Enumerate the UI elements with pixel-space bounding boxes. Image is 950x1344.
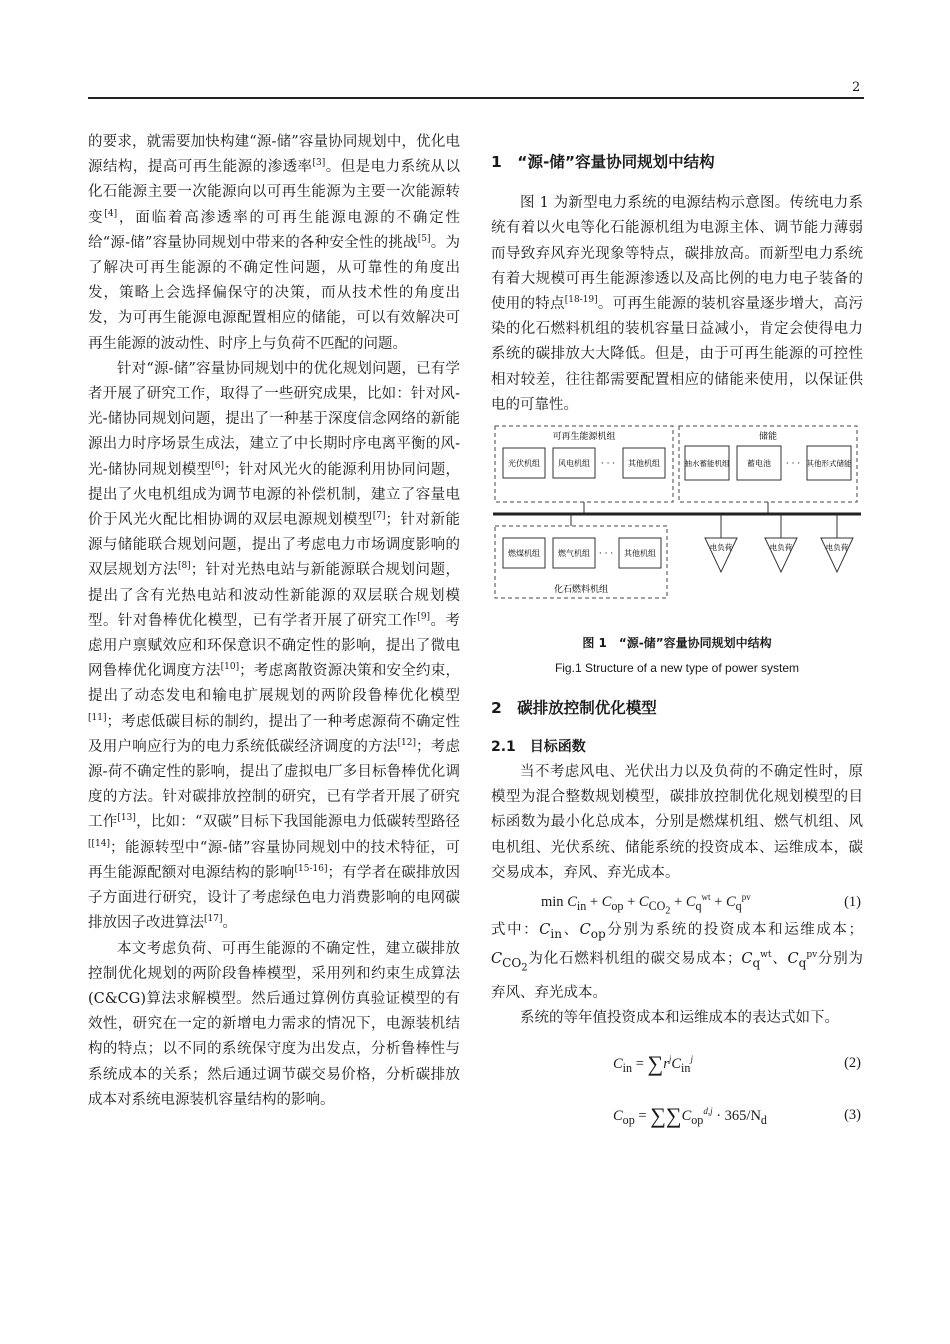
pumped-storage-label: 抽水蓄能机组 — [684, 459, 730, 469]
paragraph-intro-continued: 的要求，就需要加快构建“源-储”容量协同规划中，优化电源结构，提高可再生能源的渗透率[3]。但是电力系统从以化石能源主要一次能源向以可再生能源为主要一次能源转变[4]，面临着高渗透率的可再生能源电源的不确定性给“源-储”容量协同规划中带来的各种安全性的挑战[5]。为了解决可再生能源的不确定性问题，从可靠性的角度出发，策略上会选择偏保守的决策，而从技术性的角度出发，为可再生能源电源配置相应的储能，可以有效解决可再生能源的波动性、时序上与负荷不匹配的问题。 — [88, 134, 461, 352]
citation[interactable]: [[14] — [88, 838, 110, 849]
figure-1-diagram — [491, 422, 863, 622]
citation[interactable]: [13] — [117, 813, 136, 824]
ellipsis: · · · — [785, 459, 801, 470]
right-column — [491, 150, 863, 1145]
paragraph-objective: 当不考虑风电、光伏出力以及负荷的不确定性时，原模型为混合整数规划模型，碳排放控制优化规划模型的目标函数为最小化总成本，分别是燃煤机组、燃气机组、风电机组、光伏系统、储能系统的投资成本、运维成本，碳交易成本，弃风、弃光成本。 — [491, 764, 863, 881]
equation-number: (2) — [844, 1055, 861, 1072]
storage-group-label: 储能 — [758, 432, 778, 443]
paragraph-related-work: 针对“源-储”容量协同规划中的优化规划问题，已有学者开展了研究工作，取得了一些研究成果，比如：针对风-光-储协同规划问题，提出了一种基于深度信念网络的新能源出力时序场景生成法，建立了中长期时序电离平衡的风-光-储协同规划模型[6]；针对风光火的能源利用协同问题，提出了火电机组成为调节电源的补偿机制，建立了容量电价于风光火配比相协调的双层电源规划模型[7]；针对新能源与储能联合规划问题，提出了考虑电力市场调度影响的双层规划方法[8]；针对光热电站与新能源联合规划问题，提出了含有光热电站和波动性新能源的双层联合规划模型。针对鲁棒优化模型，已有学者开展了研究工作[9]。考虑用户禀赋效应和环保意识不确定性的影响，提出了微电网鲁棒优化调度方法[10]；考虑离散资源决策和安全约束，提出了动态发电和输电扩展规划的两阶段鲁棒优化模型[11]；考虑低碳目标的制约，提出了一种考虑源荷不确定性及用户响应行为的电力系统低碳经济调度的方法[12]；考虑源-荷不确定性的影响，提出了虚拟电厂多目标鲁棒优化调度的方法。针对碳排放控制的研究，已有学者开展了研究工作[13]，比如：“双碳”目标下我国能源电力低碳转型路径[[14]；能源转型中“源-储”容量协同规划中的技术特征，可再生能源配额对电源结构的影响[15-16]；有学者在碳排放因子方面进行研究，设计了考虑绿色电力消费影响的电网碳排放因子改进算法[17]。 — [88, 360, 461, 932]
gas-unit-label: 燃气机组 — [558, 549, 590, 559]
section-2-title: 2 碳排放控制优化模型 — [491, 698, 657, 717]
ellipsis: · · · — [600, 459, 616, 470]
pv-unit-label: 光伏机组 — [508, 459, 540, 469]
equation-1: $\min C_{in} + C_{op} + C_{CO_2} + C_q^{wt} + C_q^{pv}$ (1) — [541, 892, 861, 917]
paragraph-section-1: 图 1 为新型电力系统的电源结构示意图。传统电力系统有着以火电等化石能源机组为电源主体、调节能力薄弱而导致弃风弃光现象等特点，碳排放高。而新型电力系统有着大规模可再生能源渗透以及高比例的电力电子装备的使用的特点[18-19]。可再生能源的装机容量逐步增大，高污染的化石燃料机组的装机容量日益减小，肯定会使得电力系统的碳排放大大降低。但是，由于可再生能源的可控性相对较差，往往都需要配置相应的储能来使用，以保证供电的可靠性。 — [491, 195, 863, 413]
equation-2: $C_{in} = \sum r^jC_{in}^j$ (2) — [613, 1051, 861, 1077]
fossil-group-label: 化石燃料机组 — [553, 585, 609, 596]
load-label: 电负荷 — [825, 543, 849, 553]
equation-3: $C_{op} = \sum\sum C_{op}^{d,j} \cdot 365/N_d$ (3) — [613, 1103, 861, 1129]
citation[interactable]: [18-19] — [564, 295, 598, 306]
coal-unit-label: 燃煤机组 — [508, 549, 540, 559]
other-storage-label: 其他形式储能 — [806, 459, 852, 469]
equation-1-explanation: 式中：$C_{in}$、$C_{op}$分别为系统的投资成本和运维成本；$C_{CO_2}$为化石燃料机组的碳交易成本；$C_q^{wt}$、$C_q^{pv}$分别为弃风、弃光成本。 — [491, 922, 864, 1001]
equation-number: (1) — [844, 894, 861, 911]
header-rule — [88, 97, 864, 99]
citation[interactable]: [7] — [372, 511, 386, 522]
load-label: 电负荷 — [769, 543, 793, 553]
equation-number: (3) — [844, 1107, 861, 1124]
paragraph-cost-expression: 系统的等年值投资成本和运维成本的表达式如下。 — [520, 1009, 839, 1026]
wind-unit-label: 风电机组 — [558, 459, 590, 469]
figure-1-caption-cn: 图 1 “源-储”容量协同规划中结构 — [582, 636, 772, 651]
paragraph-this-paper: 本文考虑负荷、可再生能源的不确定性，建立碳排放控制优化规划的两阶段鲁棒模型，采用列和约束生成算法(C&CG)算法求解模型。然后通过算例仿真验证模型的有效性，研究在一定的新增电力需求的情况下，电源装机结构的特点；以不同的系统保守度为出发点，分析鲁棒性与系统成本的关系；然后通过调节碳交易价格，分析碳排放成本对系统电源装机容量结构的影响。 — [88, 940, 460, 1108]
subsection-2-1-title: 2.1 目标函数 — [491, 738, 586, 755]
other-renewable-label: 其他机组 — [628, 459, 660, 469]
load-label: 电负荷 — [709, 543, 733, 553]
citation[interactable]: [4] — [104, 208, 118, 219]
citation[interactable]: [11] — [88, 712, 107, 723]
citation[interactable]: [17] — [204, 914, 223, 925]
other-fossil-label: 其他机组 — [624, 549, 656, 559]
citation[interactable]: [12] — [397, 737, 417, 748]
citation[interactable]: [9] — [417, 611, 431, 622]
left-column — [88, 130, 460, 1113]
battery-label: 蓄电池 — [747, 459, 771, 469]
figure-1-caption-en: Fig.1 Structure of a new type of power system — [554, 661, 800, 676]
renewable-group-label: 可再生能源机组 — [552, 432, 616, 443]
page-number: 2 — [852, 80, 861, 95]
citation[interactable]: [3] — [312, 158, 326, 169]
ellipsis: · · · — [598, 549, 614, 560]
citation[interactable]: [6] — [211, 460, 225, 471]
citation[interactable]: [8] — [177, 561, 191, 572]
section-1-title: 1 “源-储”容量协同规划中结构 — [491, 153, 715, 171]
citation[interactable]: [5] — [417, 233, 431, 244]
citation[interactable]: [15-16] — [294, 863, 328, 874]
citation[interactable]: [10] — [220, 662, 240, 673]
